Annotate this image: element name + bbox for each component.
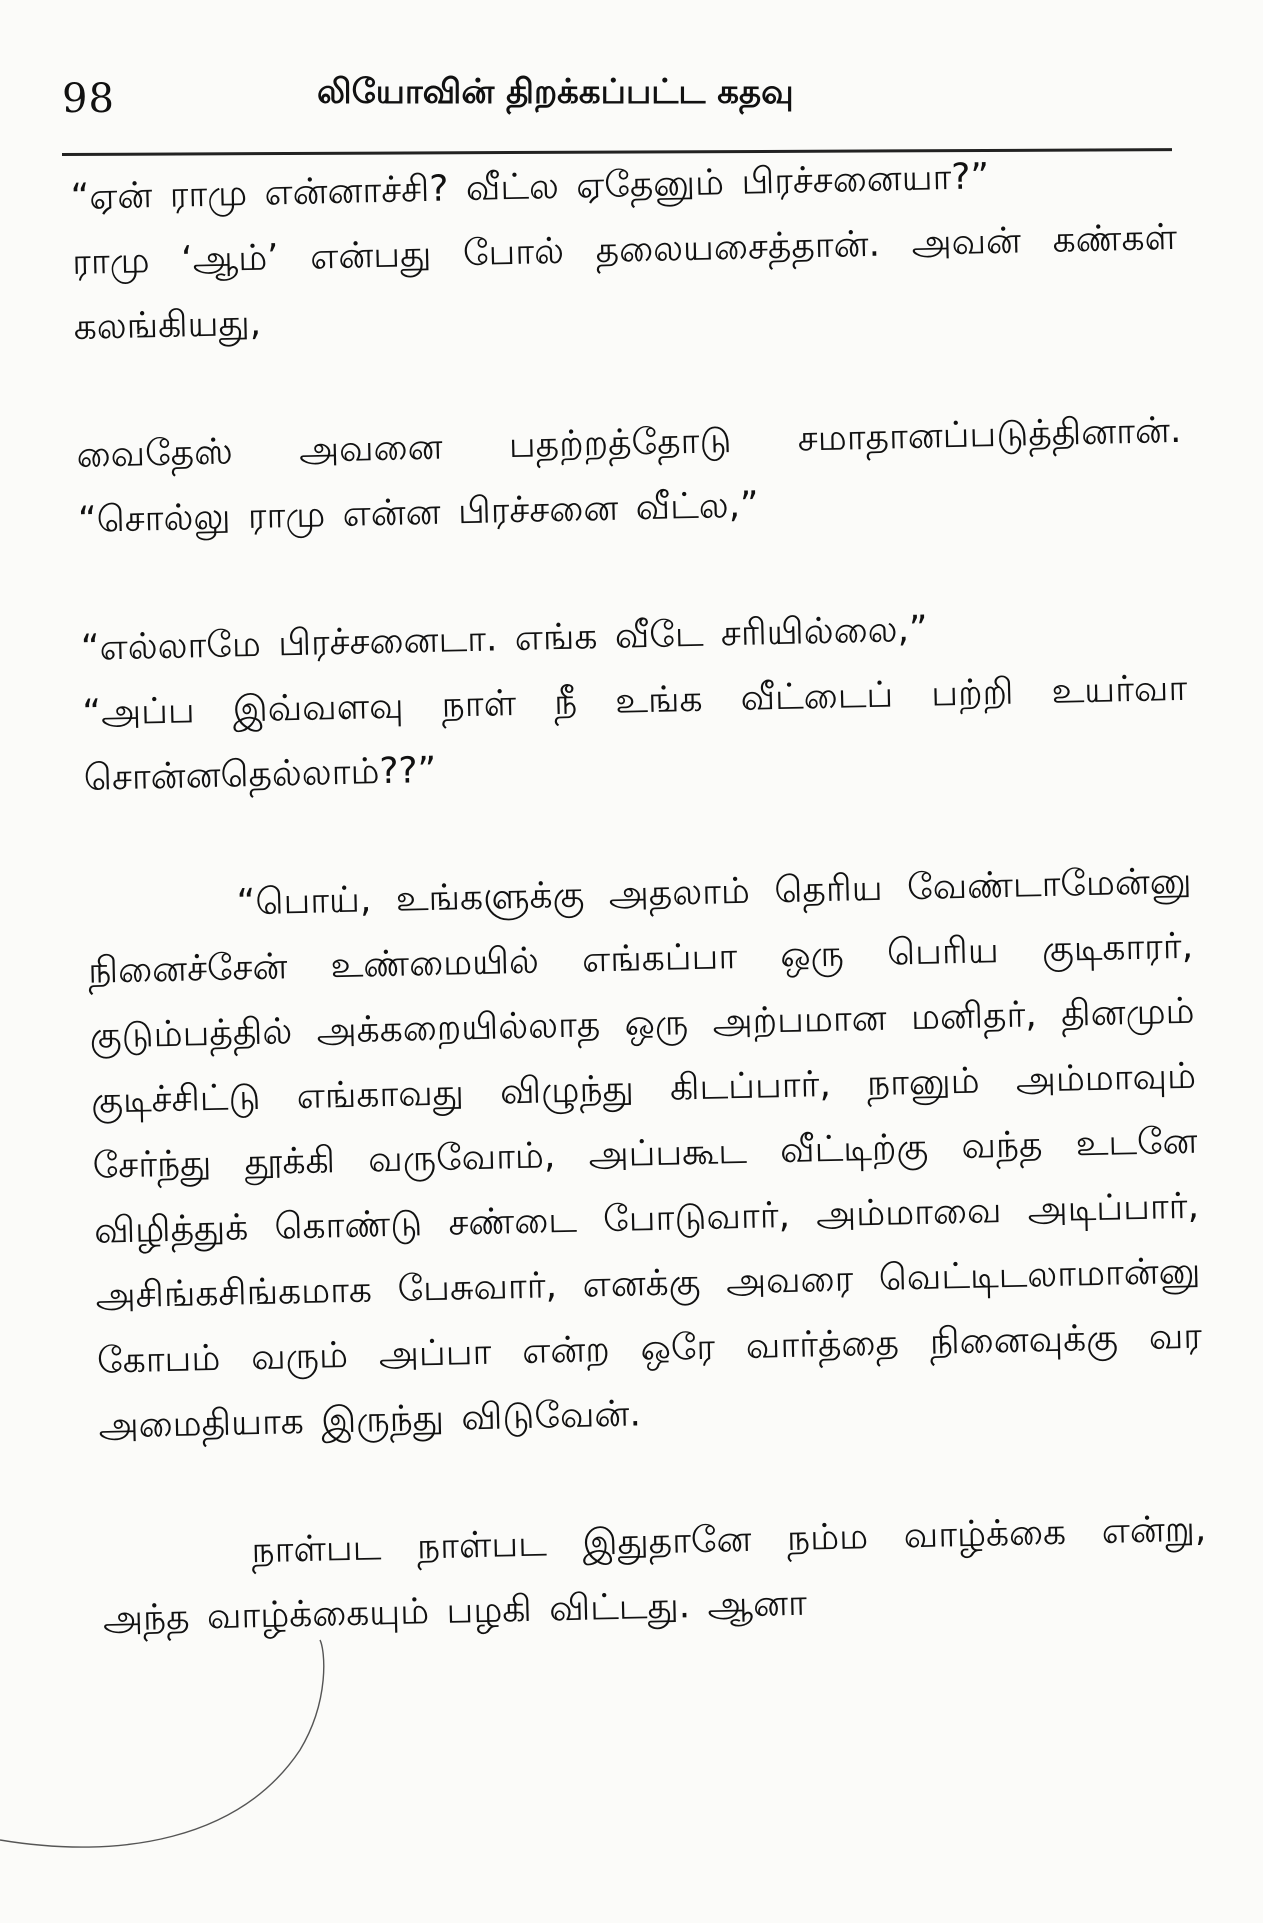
paragraph-console: வைதேஸ் அவனை பதற்றத்தோடு சமாதானப்படுத்தினான். “சொல்லு ராமு என்ன பிரச்சனை வீட்ல,” <box>76 409 1182 541</box>
paragraph-nod: ராமு ‘ஆம்’ என்பது போல் தலையசைத்தான். அவன் கண்கள் கலங்கியது, <box>71 216 1178 348</box>
paragraph-follow-up: “அப்ப இவ்வளவு நாள் நீ உங்க வீட்டைப் பற்றி உயர்வா சொன்னதெல்லாம்??” <box>81 667 1188 799</box>
running-title: லியோவின் திறக்கப்பட்ட கதவு <box>317 72 794 112</box>
paragraph-confession: “பொய், உங்களுக்கு அதலாம் தெரிய வேண்டாமேன்னு நினைச்சேன் உண்மையில் எங்கப்பா ஒரு பெரிய குடிகாரர், குடும்பத்தில் அக்கறையில்லாத ஒரு அற்பமான மனிதர், தினமும் குடிச்சிட்டு எங்காவது விழுந்து கிடப்பார், நானும் அம்மாவும் சேர்ந்து தூக்கி வருவோம், அப்பகூட வீட்டிற்கு வந்த உடனே விழித்துக் கொண்டு சண்டை போடுவார், அம்மாவை அடிப்பார், அசிங்கசிங்கமாக பேசுவார், எனக்கு அவரை வெட்டிடலாமான்னு கோபம் வரும் அப்பா என்ற ஒரே வார்த்தை நினைவுக்கு வர அமைதியாக இருந்து விடுவேன். <box>87 860 1203 1447</box>
paragraph-closing: நாள்பட நாள்பட இதுதானே நம்ம வாழ்க்கை என்று, அந்த வாழ்க்கையும் பழகி விட்டது. ஆனா <box>102 1508 1207 1640</box>
page-number: 98 <box>62 76 115 122</box>
page-header <box>62 70 1172 140</box>
body-text <box>70 140 1208 1652</box>
paragraph-question: “ஏன் ராமு என்னாச்சி? வீட்ல ஏதேனும் பிரச்சனையா?” <box>70 156 990 218</box>
paragraph-reply: “எல்லாமே பிரச்சனைடா. எங்க வீடே சரியில்லை,” <box>80 608 929 669</box>
